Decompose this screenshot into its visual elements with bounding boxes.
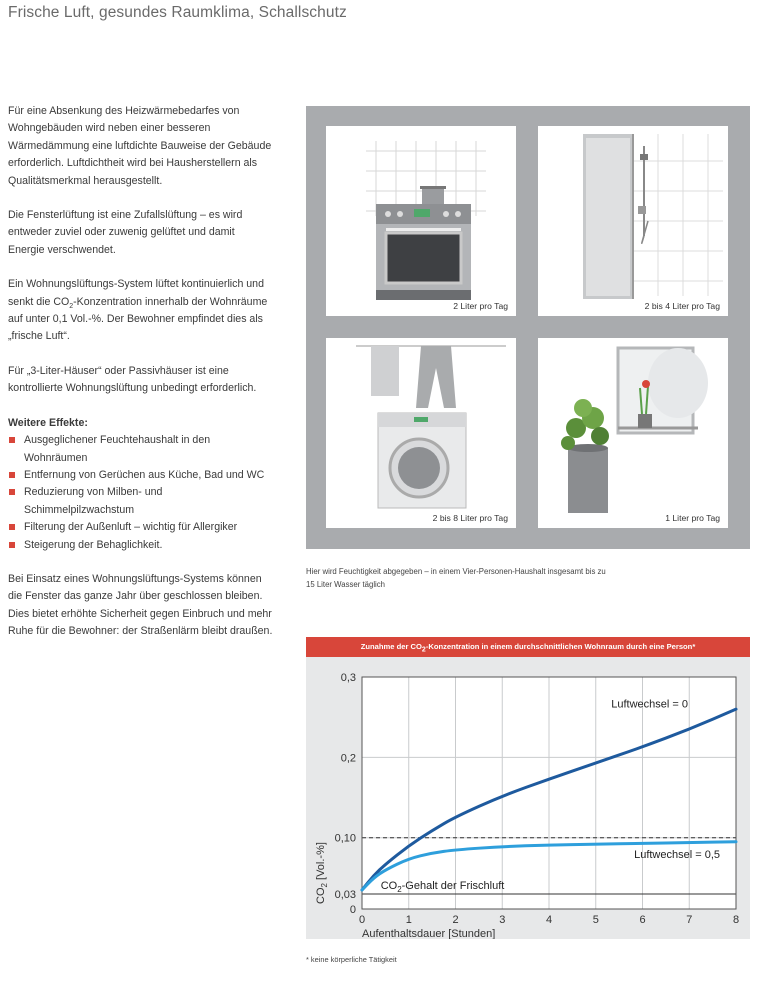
- shower-illustration: [538, 126, 728, 316]
- tile-shower: [538, 126, 728, 316]
- y-tick-label: 0,10: [334, 832, 356, 845]
- paragraph-window-ventilation: Die Fensterlüftung ist eine Zufallslüftung – es wird entweder zuviel oder zuwenig gelüftet und damit Energie verschwendet.: [8, 209, 243, 256]
- bullet-square-icon: [9, 437, 15, 443]
- p3-part-b: -Konzentration innerhalb der Wohnräume auf unter 0,1 Vol.-%. Der Bewohner empfindet dies als „frische Luft“.: [8, 295, 268, 343]
- series-label-luftwechsel-0: Luftwechsel = 0: [611, 698, 688, 711]
- y-axis-label: $CO_2$ [Vol.-%]: [315, 842, 329, 904]
- tile-laundry: [326, 338, 516, 528]
- effect-text: Filterung der Außenluft – wichtig für Allergiker: [24, 521, 238, 534]
- paragraph-airtightness: Für eine Absenkung des Heizwärmebedarfes von Wohngebäuden wird neben einer besseren Wärmedämmung eine luftdichte Bauweise der Gebäude erforderlich. Luftdichtheit wird bei Hausherstellern als Qualitätsmerkmal herausgestellt.: [8, 105, 272, 187]
- effect-text: Reduzierung von Milben- und Schimmelpilzwachstum: [24, 486, 163, 516]
- stove-illustration: [326, 126, 516, 316]
- page-title: Frische Luft, gesundes Raumklima, Schallschutz: [8, 4, 347, 21]
- y-tick-label: 0,2: [340, 752, 356, 765]
- banner-subscript: 2: [421, 646, 426, 654]
- x-tick-label: 5: [592, 914, 599, 926]
- list-item: [8, 537, 273, 554]
- chart-title-banner: [306, 637, 750, 657]
- effects-list: [8, 432, 273, 554]
- washing-machine-illustration: [326, 338, 516, 528]
- p3-subscript: 2: [69, 302, 74, 310]
- tile-caption-shower: 2 bis 4 Liter pro Tag: [644, 301, 720, 311]
- footnote: * keine körperliche Tätigkeit: [306, 955, 397, 964]
- tile-caption-kitchen: 2 Liter pro Tag: [453, 301, 508, 311]
- banner-part-b: -Konzentration in einem durchschnittlichen Wohnraum durch eine Person*: [425, 642, 696, 651]
- x-tick-label: 8: [732, 914, 740, 926]
- x-tick-label: 4: [545, 914, 553, 926]
- paragraph-ventilation-system: [8, 276, 273, 346]
- body-text: [8, 103, 273, 658]
- series-label-luftwechsel-05: Luftwechsel = 0,5: [634, 848, 720, 861]
- banner-part-a: Zunahme der CO: [360, 642, 422, 651]
- fresh-air-label: $CO_2$-Gehalt der Frischluft: [380, 880, 505, 894]
- x-tick-label: 7: [686, 914, 693, 926]
- list-item: [8, 484, 273, 519]
- x-tick-label: 6: [639, 914, 646, 926]
- y-tick-label: 0,03: [334, 889, 356, 901]
- x-tick-label: 3: [499, 914, 506, 926]
- photo-caption: Hier wird Feuchtigkeit abgegeben – in einem Vier-Personen-Haushalt insgesamt bis zu 15 Liter Wasser täglich: [306, 567, 606, 589]
- co2-chart-panel: [306, 637, 750, 939]
- x-axis-label: Aufenthaltsdauer [Stunden]: [362, 928, 496, 939]
- bullet-square-icon: [9, 489, 15, 495]
- bullet-square-icon: [9, 542, 15, 548]
- y-tick-label: 0: [349, 904, 356, 916]
- y-tick-label: 0,3: [340, 672, 356, 684]
- x-tick-label: 1: [405, 914, 412, 926]
- bullet-square-icon: [9, 472, 15, 478]
- tile-kitchen: [326, 126, 516, 316]
- tile-plant: [538, 338, 728, 528]
- co2-chart: [306, 657, 750, 939]
- p3-part-a: Ein Wohnungslüftungs-System lüftet kontinuierlich und senkt die CO: [8, 278, 264, 308]
- effect-text: Steigerung der Behaglichkeit.: [24, 538, 163, 551]
- moisture-sources-collage: [306, 106, 750, 549]
- effect-text: Ausgeglichener Feuchtehaushalt in den Wohnräumen: [24, 434, 211, 464]
- tile-caption-plant: 1 Liter pro Tag: [665, 513, 720, 523]
- effect-text: Entfernung von Gerüchen aus Küche, Bad und WC: [24, 468, 265, 481]
- paragraph-closed-windows: Bei Einsatz eines Wohnungslüftungs-Systems können die Fenster das ganze Jahr über geschlossen bleiben. Dies bietet erhöhte Sicherheit gegen Einbruch und mehr Ruhe für die Bewohner: der Straßenlärm bleibt draußen.: [8, 572, 273, 638]
- x-tick-label: 0: [358, 914, 366, 926]
- x-tick-label: 2: [452, 914, 459, 926]
- bullet-square-icon: [9, 524, 15, 530]
- tile-caption-laundry: 2 bis 8 Liter pro Tag: [432, 513, 508, 523]
- plant-window-illustration: [538, 338, 728, 528]
- list-item: [8, 432, 273, 467]
- paragraph-passive-houses: Für „3-Liter-Häuser“ oder Passivhäuser ist eine kontrollierte Wohnungslüftung unbedingt erforderlich.: [8, 364, 257, 395]
- list-item: [8, 519, 273, 536]
- list-item: [8, 467, 273, 484]
- effects-heading: Weitere Effekte:: [8, 416, 88, 429]
